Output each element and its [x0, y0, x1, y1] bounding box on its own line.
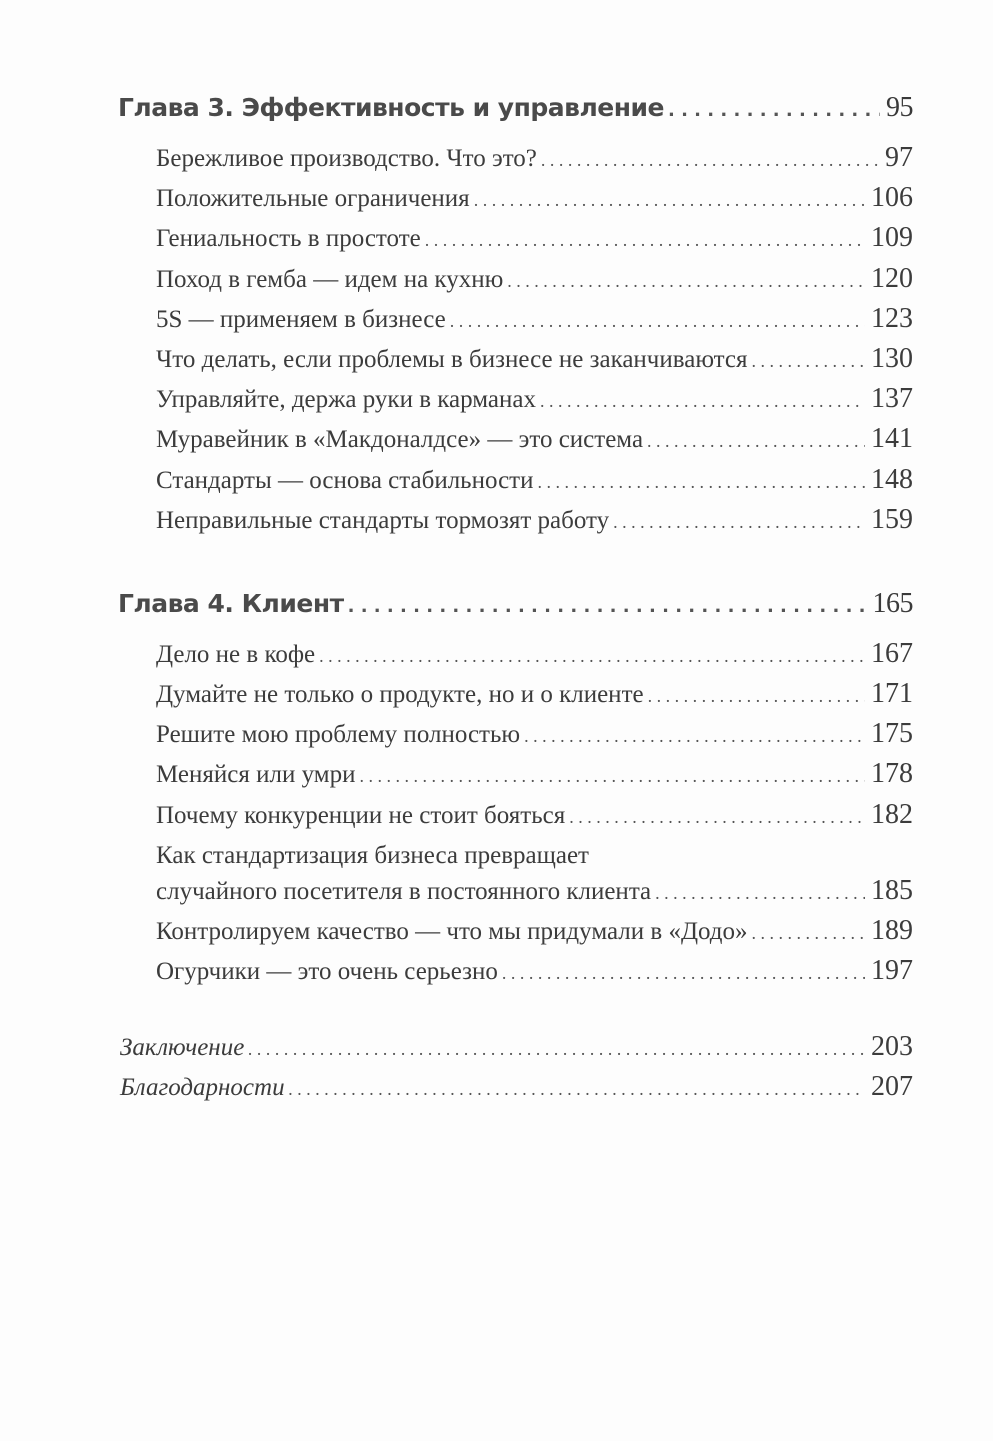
page-number: 106	[871, 182, 913, 213]
page-number: 97	[885, 142, 913, 173]
back-matter-title: Благодарности	[120, 1074, 285, 1101]
page-number: 203	[871, 1031, 913, 1062]
toc-section[interactable]	[156, 678, 913, 710]
section-title: Управляйте, держа руки в карманах	[156, 386, 536, 413]
chapter-title: Глава 3. Эффективность и управление	[118, 93, 664, 122]
dot-leader	[541, 150, 879, 171]
section-title: Решите мою проблему полностью	[156, 721, 521, 748]
page-number: 165	[872, 588, 913, 619]
page-number: 95	[886, 92, 913, 123]
section-title: Меняйся или умри	[156, 761, 356, 788]
section-title: Как стандартизация бизнеса превращает	[156, 842, 589, 869]
toc-section[interactable]	[156, 638, 913, 670]
dot-leader	[319, 646, 865, 667]
dot-leader	[752, 351, 865, 372]
dot-leader	[474, 190, 865, 211]
chapter-title: Глава 4. Клиент	[118, 589, 344, 618]
dot-leader	[648, 686, 865, 707]
section-title: Муравейник в «Макдоналдсе» — это система	[156, 426, 644, 453]
page-number: 197	[871, 955, 913, 986]
page-number: 189	[871, 915, 913, 946]
toc-section[interactable]	[156, 182, 913, 214]
page-number: 167	[871, 638, 913, 669]
page-number: 175	[871, 718, 913, 749]
page-number: 171	[871, 678, 913, 709]
dot-leader	[359, 766, 865, 787]
toc-section[interactable]	[156, 423, 913, 455]
toc-section[interactable]	[156, 955, 913, 987]
toc-chapter-4[interactable]	[118, 588, 913, 620]
section-title: Неправильные стандарты тормозят работу	[156, 507, 610, 534]
toc-section[interactable]	[156, 222, 913, 254]
dot-leader	[289, 1079, 865, 1100]
dot-leader	[613, 512, 865, 533]
dot-leader	[655, 883, 865, 904]
toc-acknowledgements[interactable]	[120, 1071, 913, 1103]
toc-section[interactable]	[156, 799, 913, 831]
section-title: Огурчики — это очень серьезно	[156, 958, 498, 985]
toc-section-line-1[interactable]	[156, 842, 913, 870]
page-number: 207	[871, 1071, 913, 1102]
section-title: Контролируем качество — что мы придумали в «Додо»	[156, 918, 748, 945]
page-number: 137	[871, 383, 913, 414]
dot-leader	[540, 391, 865, 412]
section-title: Бережливое производство. Что это?	[156, 145, 537, 172]
dot-leader	[425, 230, 865, 251]
toc-section[interactable]	[156, 915, 913, 947]
toc-section[interactable]	[156, 383, 913, 415]
dot-leader	[752, 923, 866, 944]
page-number: 141	[871, 423, 913, 454]
toc-chapter-3[interactable]	[118, 92, 913, 124]
dot-leader	[348, 596, 867, 617]
section-title: Что делать, если проблемы в бизнесе не заканчиваются	[156, 346, 748, 373]
dot-leader	[537, 472, 865, 493]
toc-section[interactable]	[156, 303, 913, 335]
section-title: Думайте не только о продукте, но и о клиенте	[156, 681, 644, 708]
toc-section-line-2[interactable]	[156, 875, 913, 907]
page-number: 182	[871, 799, 913, 830]
toc-section[interactable]	[156, 758, 913, 790]
toc-conclusion[interactable]	[120, 1031, 913, 1063]
toc-section[interactable]	[156, 504, 913, 536]
dot-leader	[569, 807, 865, 828]
section-title: Почему конкуренции не стоит бояться	[156, 802, 566, 829]
back-matter-title: Заключение	[120, 1034, 245, 1061]
page-number: 120	[871, 263, 913, 294]
page-number: 123	[871, 303, 913, 334]
section-title: 5S — применяем в бизнесе	[156, 306, 446, 333]
dot-leader	[507, 271, 865, 292]
dot-leader	[524, 726, 865, 747]
page-number: 148	[871, 464, 913, 495]
section-title: Стандарты — основа стабильности	[156, 467, 534, 494]
page-number: 130	[871, 343, 913, 374]
toc-section[interactable]	[156, 464, 913, 496]
toc-section[interactable]	[156, 142, 913, 174]
section-title: Дело не в кофе	[156, 641, 316, 668]
section-title: Гениальность в простоте	[156, 225, 421, 252]
section-title: случайного посетителя в постоянного клиента	[156, 878, 652, 905]
page-number: 185	[871, 875, 913, 906]
dot-leader	[450, 311, 865, 332]
dot-leader	[668, 100, 880, 121]
section-title: Положительные ограничения	[156, 185, 470, 212]
toc-section[interactable]	[156, 343, 913, 375]
toc-section[interactable]	[156, 718, 913, 750]
page-number: 109	[871, 222, 913, 253]
toc-section[interactable]	[156, 263, 913, 295]
dot-leader	[248, 1039, 865, 1060]
dot-leader	[502, 963, 865, 984]
page-number: 159	[871, 504, 913, 535]
page-number: 178	[871, 758, 913, 789]
section-title: Поход в гемба — идем на кухню	[156, 266, 504, 293]
dot-leader	[647, 431, 865, 452]
